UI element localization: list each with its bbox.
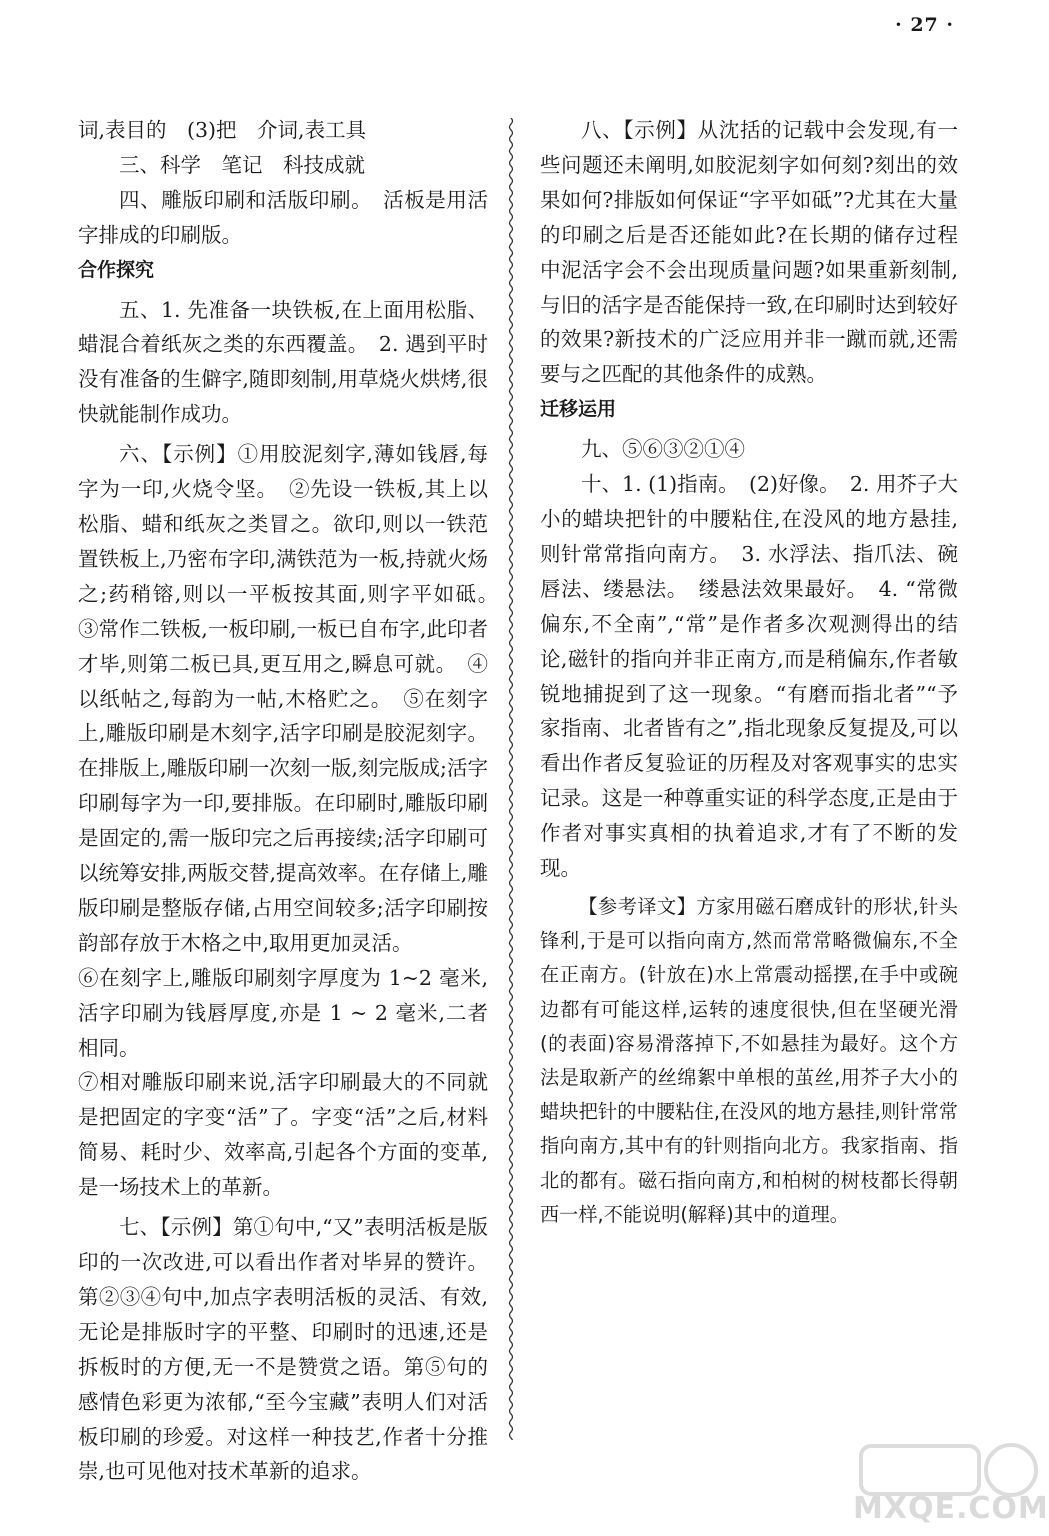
watermark-text: MXQE.COM [853, 1491, 1049, 1526]
answer-paragraph: 八、【示例】从沈括的记载中会发现,有一些问题还未阐明,如胶泥刻字如何刻?刻出的效果如何?排版如何保证“字平如砥”?尤其在大量的印刷之后是否还能如此?在长期的储存过程中泥活字会不会出现质量问题?如果重新刻制,与旧的活字是否能保持一致,在印刷时达到较好的效果?新技术的广泛应用并非一蹴而就,还需要与之匹配的其他条件的成熟。 [540, 118, 958, 387]
answer-paragraph: 六、【示例】①用胶泥刻字,薄如钱唇,每字为一印,火烧令坚。 ②先设一铁板,其上以松脂、蜡和纸灰之类冒之。欲印,则以一铁范置铁板上,乃密布字印,满铁范为一板,持就火炀之;药稍镕,则以一平板按其面,则字平如砥。 ③常作二铁板,一板印刷,一板已自布字,此印者才毕,则第二板已具,更互用之,瞬息可就。 ④以纸帖之,每韵为一帖,木格贮之。 ⑤在刻字上,雕版印刷是木刻字,活字印刷是胶泥刻字。在排版上,雕版印刷一次刻一版,刻完版成;活字印刷每字为一印,要排版。在印刷时,雕版印刷是固定的,需一版印完之后再接续;活字印刷可以统筹安排,两版交替,提高效率。在存储上,雕版印刷是整版存储,占用空间较多;活字印刷按韵部存放于木格之中,取用更加灵活。 [78, 442, 509, 955]
section-heading-qianyi: 迁移运用 [540, 398, 617, 421]
answer-paragraph: ⑦相对雕版印刷来说,活字印刷最大的不同就是把固定的字变“活”了。字变“活”之后,材料简易、耗时少、效率高,引起各个方面的变革,是一场技术上的革新。 [78, 1070, 488, 1200]
section-heading-hezuo: 合作探究 [78, 258, 155, 281]
watermark-logo [853, 1440, 1049, 1532]
right-column [540, 113, 958, 1232]
answer-paragraph: 三、科学 笔记 科技成就 [119, 152, 365, 177]
answer-paragraph: 五、1. 先准备一块铁板,在上面用松脂、蜡混合着纸灰之类的东西覆盖。 2. 遇到平时没有准备的生僻字,随即刻制,用草烧火烘烤,很快就能制作成功。 [78, 297, 488, 427]
column-divider [506, 118, 516, 1440]
answer-paragraph: 四、雕版印刷和活版印刷。 活板是用活字排成的印刷版。 [78, 187, 488, 247]
answer-paragraph: 词,表目的 (3)把 介词,表工具 [78, 118, 367, 142]
answer-paragraph: 七、【示例】第①句中,“又”表明活板是版印的一次改进,可以看出作者对毕昇的赞许。第②③④句中,加点字表明活板的灵活、有效,无论是排版时字的平整、印刷时的迅速,还是拆板时的方便,无一不是赞赏之语。第⑤句的感情色彩更为浓郁,“至今宝藏”表明人们对活板印刷的珍爱。对这样一种技艺,作者十分推崇,也可见他对技术革新的追求。 [78, 1215, 488, 1484]
answer-paragraph: 十、1. (1)指南。 (2)好像。 2. 用芥子大小的蜡块把针的中腰粘住,在没风的地方悬挂,则针常常指向南方。 3. 水浮法、指爪法、碗唇法、缕悬法。 缕悬法效果最好。 4. “常微偏东,不全南”,“常”是作者多次观测得出的结论,磁针的指向并非正南方,而是稍偏东,作者敏锐地捕捉到了这一现象。“有磨而指北者”“予家指南、北者皆有之”,指北现象反复提及,可以看出作者反复验证的历程及对客观事实的忠实记录。这是一种尊重实证的科学态度,正是由于作者对事实真相的执着追求,才有了不断的发现。 [540, 472, 958, 881]
answer-paragraph: ⑥在刻字上,雕版印刷刻字厚度为 1~2 毫米,活字印刷为钱唇厚度,亦是 1 ~ 2 毫米,二者相同。 [78, 965, 488, 1060]
page-number: · 27 · [895, 14, 954, 36]
answer-paragraph: 九、⑤⑥③②①④ [581, 437, 745, 462]
reference-translation: 【参考译文】方家用磁石磨成针的形状,针头锋利,于是可以指向南方,然而常常略微偏东,不全在正南方。(针放在)水上常震动摇摆,在手中或碗边都有可能这样,运转的速度很快,但在坚硬光滑(的表面)容易滑落掉下,不如悬挂为最好。这个方法是取新产的丝绵絮中单根的茧丝,用芥子大小的蜡块把针的中腰粘住,在没风的地方悬挂,则针常常指向南方,其中有的针则指向北方。我家指南、指北的都有。磁石指向南方,和柏树的树枝都长得朝西一样,不能说明(解释)其中的道理。 [540, 894, 958, 1226]
left-column [78, 113, 509, 1489]
